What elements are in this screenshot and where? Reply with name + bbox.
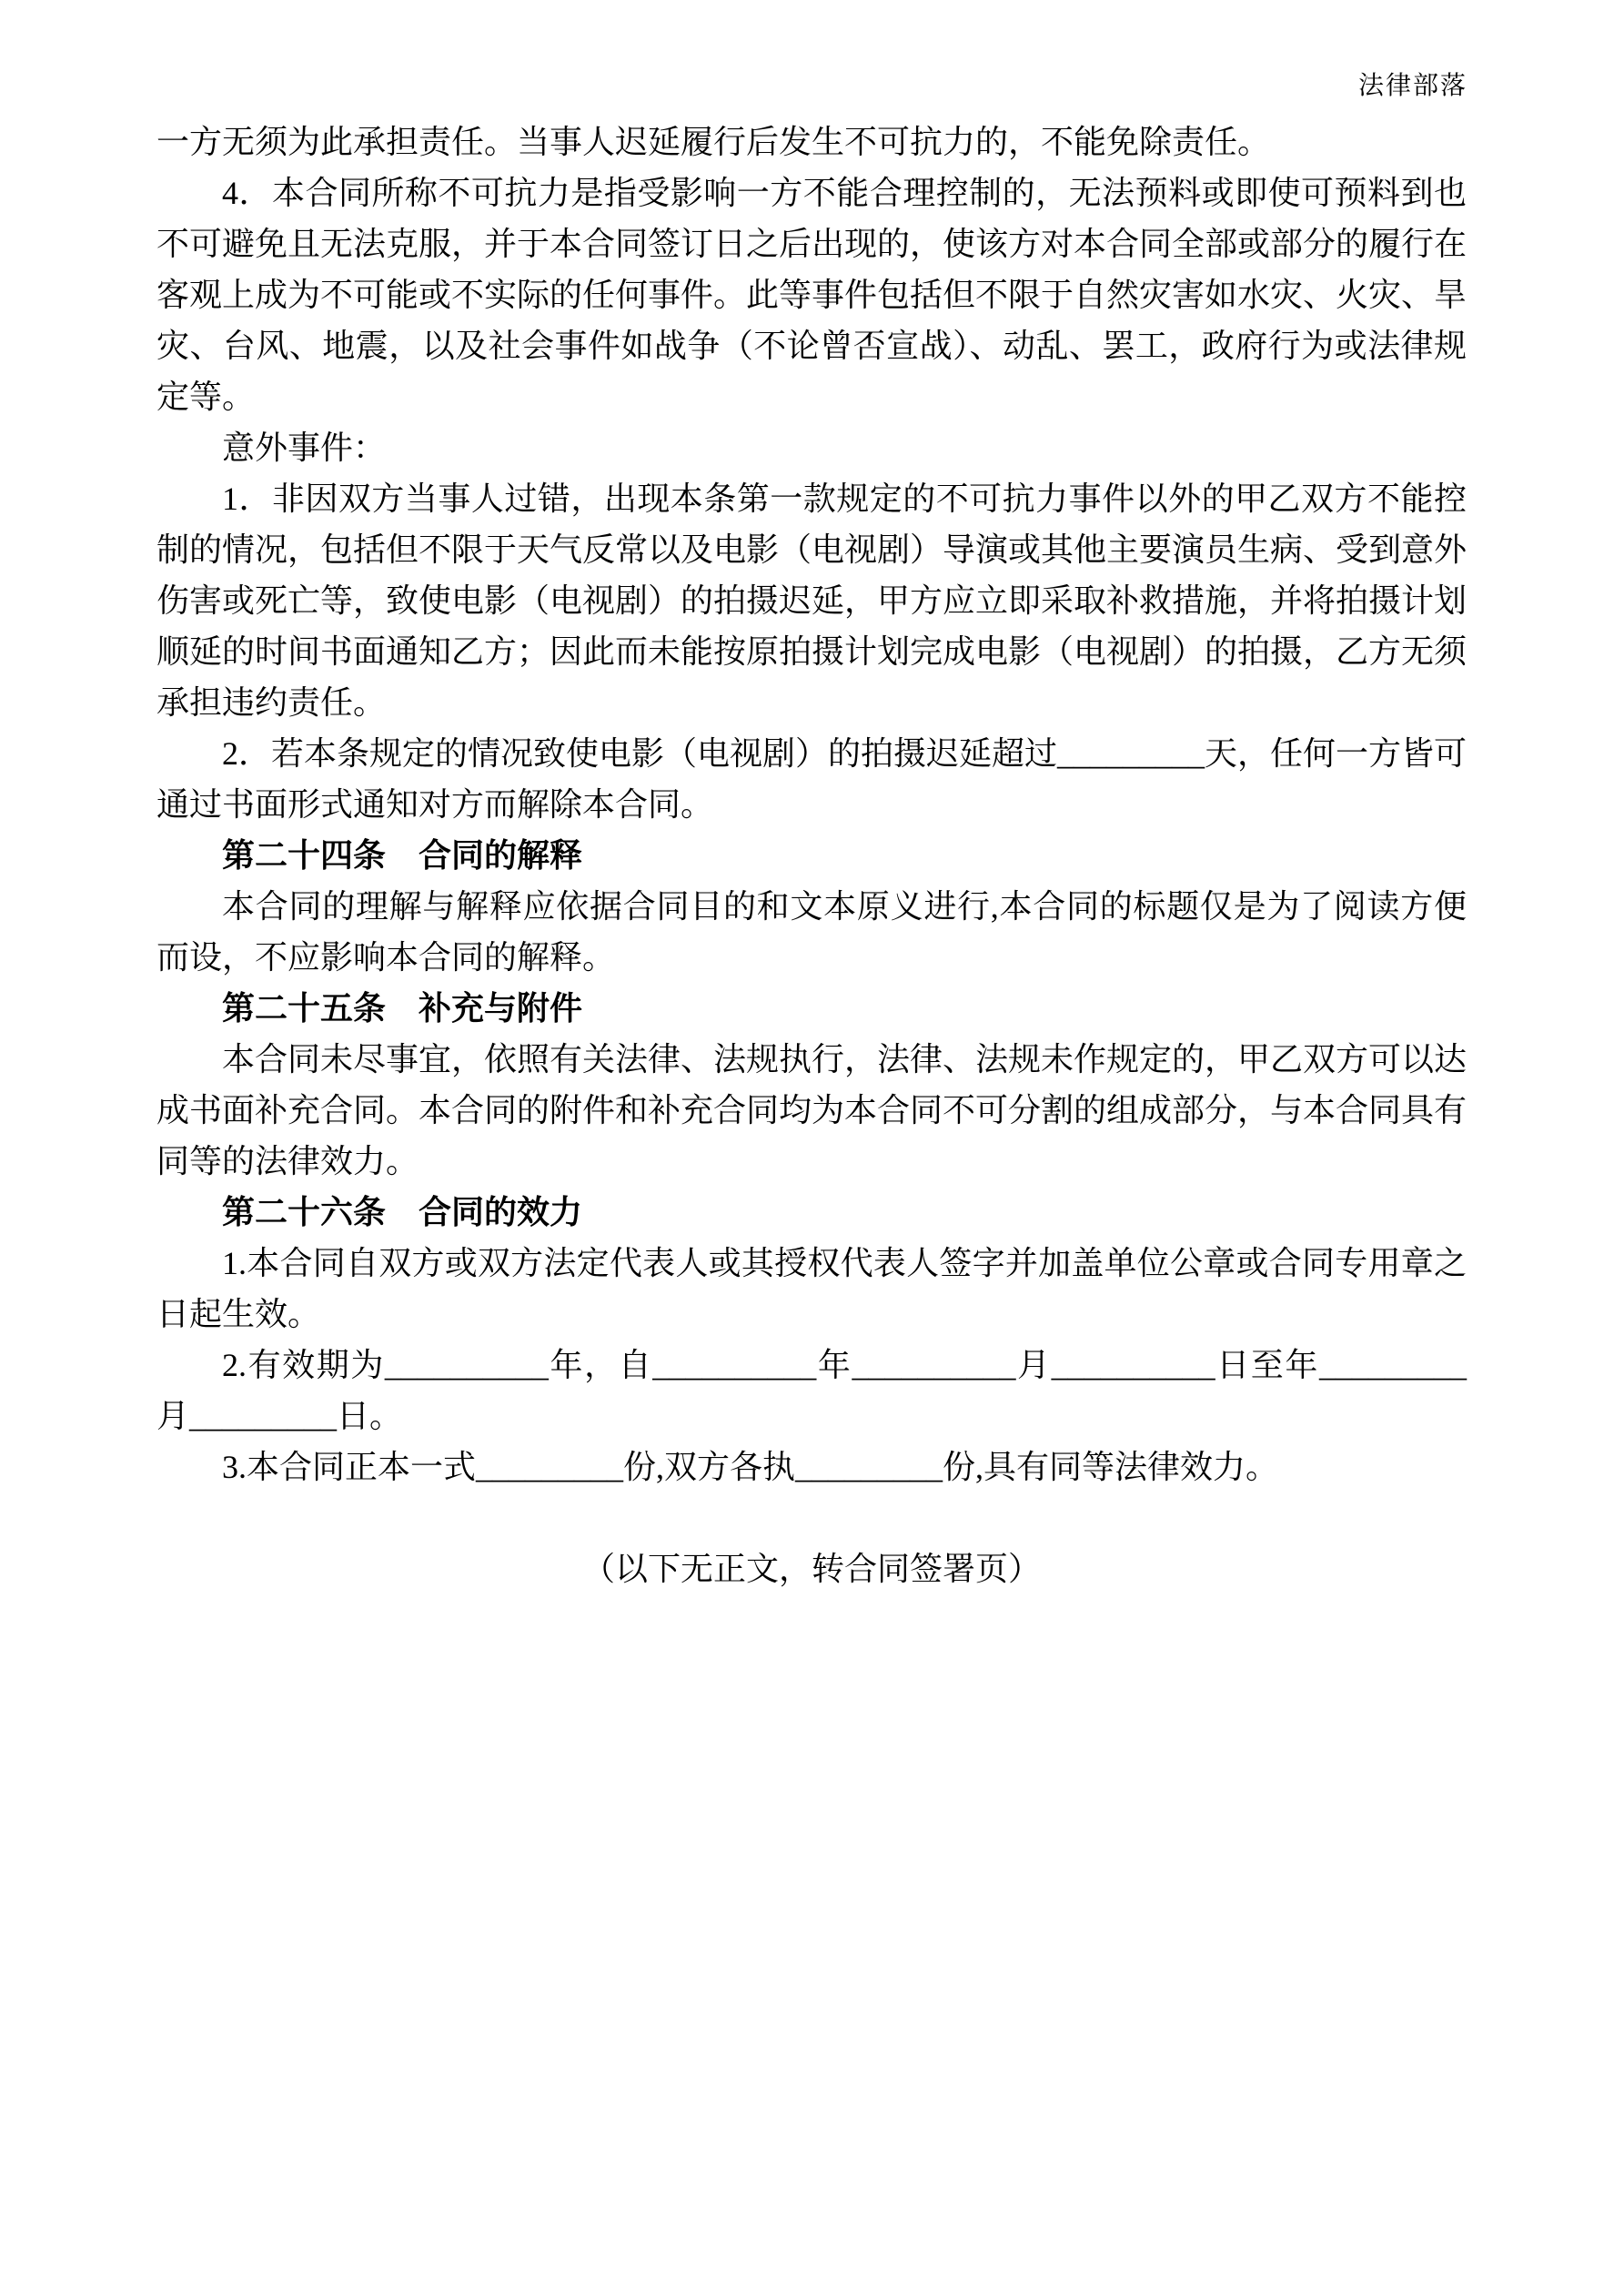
paragraph-article-24-body: 本合同的理解与解释应依据合同目的和文本原义进行,本合同的标题仅是为了阅读方便而设，不应影响本合同的解释。 (156, 888, 1467, 976)
heading-article-24: 第二十四条 合同的解释 (222, 836, 583, 874)
paragraph-article-26-clause-1: 1.本合同自双方或双方法定代表人或其授权代表人签字并加盖单位公章或合同专用章之日起生效。 (156, 1245, 1467, 1332)
document-body (156, 116, 1467, 1594)
paragraph-accident-label: 意外事件： (222, 430, 387, 466)
heading-article-25: 第二十五条 补充与附件 (222, 989, 583, 1027)
paragraph-article-26-clause-2-validity-blanks: 2.有效期为__________年，自__________年__________月__________日至年_________月_________日。 (156, 1347, 1467, 1434)
paragraph-accident-clause-2: 2．若本条规定的情况致使电影（电视剧）的拍摄迟延超过_________天，任何一方皆可通过书面形式通知对方而解除本合同。 (156, 735, 1468, 823)
paragraph-continuation: 一方无须为此承担责任。当事人迟延履行后发生不可抗力的，不能免除责任。 (156, 124, 1271, 160)
brand-watermark: 法律部落 (1357, 71, 1468, 99)
paragraph-force-majeure-definition: 4．本合同所称不可抗力是指受影响一方不能合理控制的，无法预料或即使可预料到也不可避免且无法克服，并于本合同签订日之后出现的，使该方对本合同全部或部分的履行在客观上成为不可能或不实际的任何事件。此等事件包括但不限于自然灾害如水灾、火灾、旱灾、台风、地震，以及社会事件如战争（不论曾否宣战）、动乱、罢工，政府行为或法律规定等。 (156, 175, 1468, 415)
paragraph-article-26-clause-3-copies-blanks: 3.本合同正本一式_________份,双方各执_________份,具有同等法律效力。 (222, 1449, 1279, 1485)
paragraph-end-note: （以下无正文，转合同签署页） (581, 1551, 1041, 1587)
heading-article-26: 第二十六条 合同的效力 (222, 1193, 583, 1230)
paragraph-article-25-body: 本合同未尽事宜，依照有关法律、法规执行，法律、法规未作规定的，甲乙双方可以达成书面补充合同。本合同的附件和补充合同均为本合同不可分割的组成部分，与本合同具有同等的法律效力。 (156, 1041, 1468, 1179)
paragraph-accident-clause-1: 1．非因双方当事人过错，出现本条第一款规定的不可抗力事件以外的甲乙双方不能控制的情况，包括但不限于天气反常以及电影（电视剧）导演或其他主要演员生病、受到意外伤害或死亡等，致使电影（电视剧）的拍摄迟延，甲方应立即采取补救措施，并将拍摄计划顺延的时间书面通知乙方；因此而未能按原拍摄计划完成电影（电视剧）的拍摄，乙方无须承担违约责任。 (156, 480, 1468, 721)
